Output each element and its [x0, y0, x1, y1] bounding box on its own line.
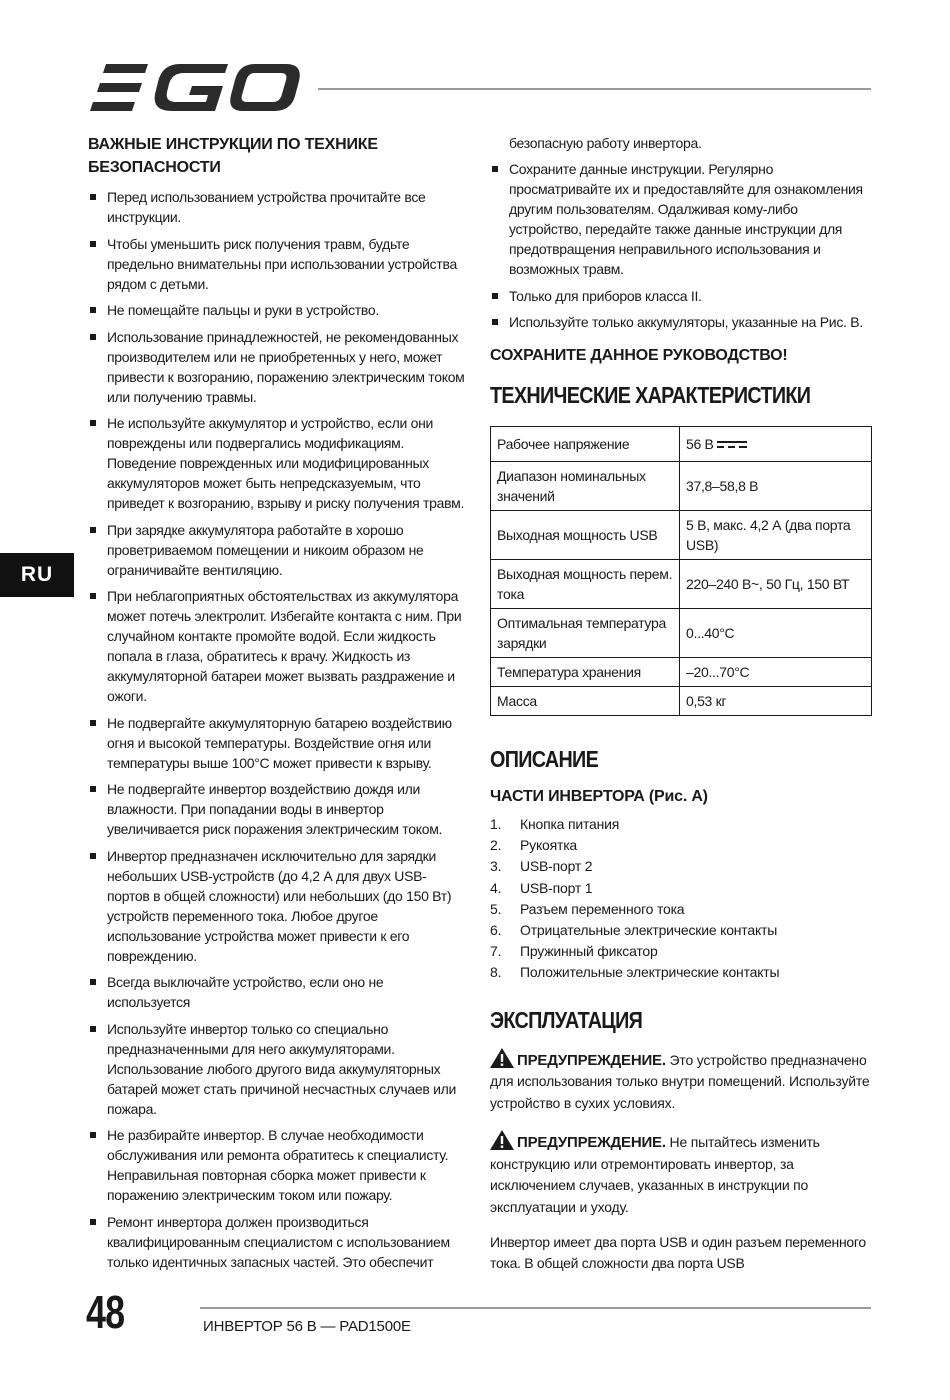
part-number: 5.: [490, 900, 502, 917]
warning-icon: [490, 1048, 514, 1068]
list-item-text: Не подвергайте аккумуляторную батарею воздействию огня и высокой температуры. Воздействие огня или температуры выше 100°C может привести к взрыву.: [107, 714, 452, 771]
list-item-text: Не разбирайте инвертор. В случае необходимости обслуживания или ремонта обратитесь к специалисту. Неправильная повторная сборка может привести к поражению электрическим током или пожару.: [107, 1127, 449, 1203]
language-tab: RU: [0, 553, 74, 597]
list-item: [88, 1212, 468, 1272]
table-row: [491, 687, 872, 716]
parts-heading: ЧАСТИ ИНВЕРТОРА (Рис. А): [490, 788, 708, 805]
warning-block: [490, 1130, 872, 1218]
list-item-text: Не используйте аккумулятор и устройство, если они повреждены или подвергались модификациям. Поведение поврежденных или модифицированных аккумуляторов может быть непредсказуемым, что приведет к возгоранию, взрыву и риску получения травм.: [107, 415, 465, 511]
warning-text: Это устройство предназначено для использования только внутри помещений. Используйте устройство в сухих условиях.: [490, 1051, 870, 1111]
list-item-text: Перед использованием устройства прочитайте все инструкции.: [107, 189, 426, 225]
voltage-value: 56 В: [686, 436, 714, 452]
warning-label: ПРЕДУПРЕЖДЕНИЕ.: [517, 1051, 666, 1069]
part-name: USB-порт 2: [520, 858, 593, 875]
table-row: [491, 511, 872, 560]
table-cell-label: Выходная мощность USB: [491, 511, 680, 560]
bullet-icon: [90, 334, 96, 340]
warning-icon: [490, 1130, 514, 1150]
list-item-text: Используйте инвертор только со специально предназначенными для него аккумуляторами. Использование любого другого вида аккумуляторных батарей может стать причиной несчастных случаев или пожара.: [107, 1020, 457, 1117]
list-item: [88, 779, 468, 839]
table-cell-label: Масса: [491, 687, 680, 716]
description-heading: ОПИСАНИЕ: [490, 746, 599, 772]
list-item: [490, 835, 872, 856]
page-number: 48: [86, 1286, 125, 1338]
left-column: [88, 133, 468, 1278]
list-item-text: При зарядке аккумулятора работайте в хорошо проветриваемом помещении и никоим образом не ограничивайте вентиляцию.: [107, 521, 424, 578]
bullet-icon: [90, 194, 96, 200]
part-name: Кнопка питания: [520, 816, 620, 832]
ego-logo: [88, 64, 300, 114]
list-item: [490, 312, 872, 332]
table-cell-value: 0,53 кг: [680, 687, 872, 716]
operation-heading: ЭКСПЛУАТАЦИЯ: [490, 1006, 643, 1033]
list-item-text: Не подвергайте инвертор воздействию дождя или влажности. При попадании воды в инвертор увеличивается риск поражения электрическим током.: [107, 781, 443, 837]
list-item-text: Сохраните данные инструкции. Регулярно просматривайте их и предоставляйте для ознакомления другим пользователям. Одалживая кому-либо устройство, передайте также данные инструкции для предотвращения неправильного использования и возможных травм.: [509, 161, 863, 277]
list-item: [490, 878, 872, 899]
table-row: [491, 609, 872, 658]
bullet-icon: [90, 420, 96, 426]
table-cell-label: Оптимальная температура зарядки: [491, 609, 680, 658]
part-name: Положительные электрические контакты: [520, 964, 780, 981]
table-cell-value: 220–240 В~, 50 Гц, 150 ВТ: [680, 560, 872, 609]
continued-text: безопасную работу инвертора.: [509, 135, 702, 151]
table-cell-value: 37,8–58,8 В: [680, 462, 872, 511]
part-number: 1.: [490, 816, 502, 832]
part-number: 2.: [490, 837, 502, 854]
list-item: [88, 1125, 468, 1205]
part-name: Пружинный фиксатор: [520, 943, 658, 960]
list-item-text: Инвертор предназначен исключительно для зарядки небольших USB-устройств (до 4,2 А для двух USB-портов в общей сложности) или небольших (до 150 Вт) устройств переменного тока. Любое другое использование устройства может привести к его повреждению.: [107, 847, 452, 964]
save-manual-heading: СОХРАНИТЕ ДАННОЕ РУКОВОДСТВО!: [490, 347, 788, 364]
part-name: Разъем переменного тока: [520, 900, 685, 917]
list-item: [88, 713, 468, 773]
list-item: [490, 856, 872, 877]
closing-paragraph: Инвертор имеет два порта USB и один разъем переменного тока. В общей сложности два порта USB: [490, 1234, 866, 1271]
warning-label: ПРЕДУПРЕЖДЕНИЕ.: [517, 1134, 666, 1152]
part-number: 7.: [490, 943, 502, 960]
bullet-icon: [90, 593, 96, 599]
bullet-icon: [90, 1026, 96, 1032]
table-cell-value: [680, 427, 872, 462]
list-item: [490, 941, 872, 962]
part-number: 8.: [490, 964, 502, 981]
table-row: [491, 658, 872, 687]
list-item-text: Всегда выключайте устройство, если оно не используется: [107, 974, 384, 1010]
part-name: Отрицательные электрические контакты: [520, 922, 778, 939]
list-item: [88, 413, 468, 513]
footer-rule: [200, 1307, 871, 1309]
list-item-text: Только для приборов класса II.: [509, 287, 702, 304]
part-number: 3.: [490, 858, 502, 875]
safety-list-continued: [490, 159, 872, 332]
list-item: [490, 962, 872, 983]
bullet-icon: [90, 720, 96, 726]
specs-table: [490, 426, 872, 716]
table-row: [491, 427, 872, 462]
table-cell-label: Диапазон номинальных значений: [491, 462, 680, 511]
part-name: Рукоятка: [520, 837, 578, 854]
bullet-icon: [90, 1132, 96, 1138]
list-item: [490, 899, 872, 920]
bullet-icon: [492, 293, 498, 299]
table-row: [491, 462, 872, 511]
list-item: [88, 520, 468, 580]
list-item: [88, 846, 468, 966]
table-cell-value: 5 В, макс. 4,2 А (два порта USB): [680, 511, 872, 560]
footer-title: ИНВЕРТОР 56 В — PAD1500E: [203, 1318, 411, 1335]
table-cell-value: 0...40°C: [680, 609, 872, 658]
warning-block: [490, 1048, 872, 1115]
list-item: [88, 972, 468, 1012]
table-cell-value: –20...70°C: [680, 658, 872, 687]
list-item: [88, 187, 468, 227]
bullet-icon: [90, 241, 96, 247]
list-item: [88, 327, 468, 407]
list-item: [490, 159, 872, 279]
header-rule: [318, 88, 871, 90]
parts-list: [490, 814, 872, 984]
list-item: [490, 814, 872, 835]
part-number: 6.: [490, 922, 502, 939]
list-item: [88, 1019, 468, 1119]
part-name: USB-порт 1: [520, 879, 593, 896]
list-item: [490, 920, 872, 941]
table-cell-label: Температура хранения: [491, 658, 680, 687]
bullet-icon: [90, 786, 96, 792]
bullet-icon: [492, 319, 498, 325]
list-item: [88, 586, 468, 706]
bullet-icon: [492, 166, 498, 172]
right-column: [490, 133, 872, 1273]
list-item-text: При неблагоприятных обстоятельствах из аккумулятора может потечь электролит. Избегайте контакта с ним. При случайном контакте промойте водой. Если жидкость попала в глаза, обратитесь к врачу. Жидкость из аккумуляторной батареи может вызвать раздражение и ожоги.: [107, 588, 462, 704]
safety-heading: ВАЖНЫЕ ИНСТРУКЦИИ ПО ТЕХНИКЕ БЕЗОПАСНОСТИ: [88, 136, 378, 176]
bullet-icon: [90, 307, 96, 313]
dc-current-icon: [717, 441, 747, 449]
bullet-icon: [90, 527, 96, 533]
bullet-icon: [90, 853, 96, 859]
bullet-icon: [90, 1219, 96, 1225]
list-item-text: Чтобы уменьшить риск получения травм, будьте предельно внимательны при использовании устройства рядом с детьми.: [107, 235, 457, 292]
table-row: [491, 560, 872, 609]
table-cell-label: Рабочее напряжение: [491, 427, 680, 462]
list-item-text: Ремонт инвертора должен производиться квалифицированным специалистом с использованием только идентичных запасных частей. Это обеспечит: [107, 1213, 450, 1270]
bullet-icon: [90, 979, 96, 985]
warning-text: Не пытайтесь изменить конструкцию или отремонтировать инвертор, за исключением случаев, указанных в инструкции по эксплуатации и уходу.: [490, 1134, 820, 1215]
list-item: [490, 286, 872, 306]
list-item: [88, 234, 468, 294]
part-number: 4.: [490, 879, 502, 896]
safety-list: [88, 187, 468, 1272]
table-cell-label: Выходная мощность перем. тока: [491, 560, 680, 609]
list-item-text: Использование принадлежностей, не рекомендованных производителем или не приобретенных у него, может привести к возгоранию, поражению электрическим током или получению травмы.: [107, 328, 465, 405]
list-item-text: Используйте только аккумуляторы, указанные на Рис. В.: [509, 314, 863, 330]
list-item-text: Не помещайте пальцы и руки в устройство.: [107, 302, 379, 318]
list-item: [88, 300, 468, 320]
specs-heading: ТЕХНИЧЕСКИЕ ХАРАКТЕРИСТИКИ: [490, 382, 811, 408]
